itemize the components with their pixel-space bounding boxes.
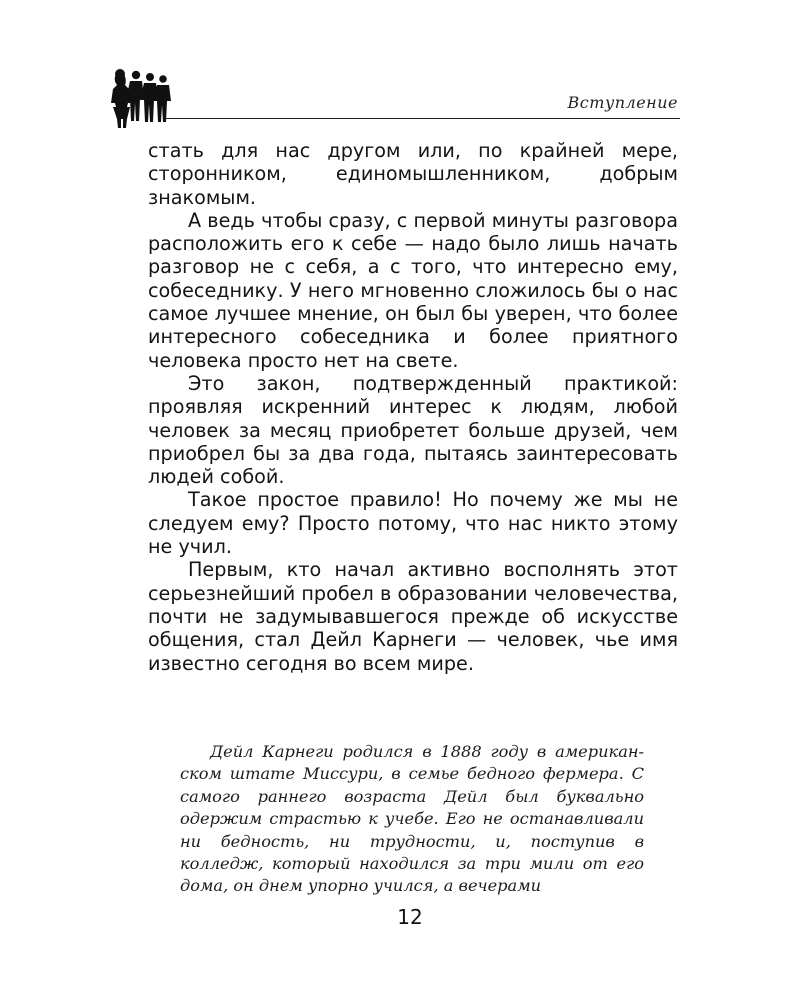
paragraph: стать для нас другом или, по крайней мере, сторонником, единомышленником, добрым знакомым. — [148, 139, 678, 209]
biography-text: Дейл Карнеги родился в 1888 году в американском штате Миссури, в семье бедного фермера. С самого раннего возраста Дейл был буквально одержим страстью к учебе. Его не останавливали ни бедность, ни трудности, и, поступив в колледж, который находился за три мили от его дома, он днем упорно учился, а вечерами — [180, 742, 644, 896]
paragraph: А ведь чтобы сразу, с первой минуты разговора расположить его к себе — надо было лишь начать разговор не с себя, а с того, что интересно ему, собеседнику. У него мгновенно сложилось бы о нас самое лучшее мнение, он был бы уверен, что более интересного собеседника и более приятного человека просто нет на свете. — [148, 208, 678, 372]
header-rule — [166, 118, 680, 119]
main-text — [148, 139, 678, 675]
paragraph: Первым, кто начал активно восполнять этот серьезнейший пробел в образовании человечества, почти не задумывавшегося прежде об искусстве общения, стал Дейл Карнеги — человек, чье имя известно сегодня во всем мире. — [148, 558, 678, 675]
business-people-silhouette-icon — [106, 66, 176, 130]
biography-note — [180, 741, 644, 898]
section-title: Вступление — [567, 93, 678, 112]
page-number: 12 — [397, 905, 423, 929]
paragraph: Такое простое правило! Но почему же мы не следуем ему? Просто потому, что нас никто этому не учил. — [148, 488, 678, 559]
paragraph: Это закон, подтвержденный практикой: проявляя искренний интерес к людям, любой человек за месяц приобретет больше друзей, чем приобрел бы за два года, пытаясь заинтересовать людей собой. — [148, 371, 678, 489]
